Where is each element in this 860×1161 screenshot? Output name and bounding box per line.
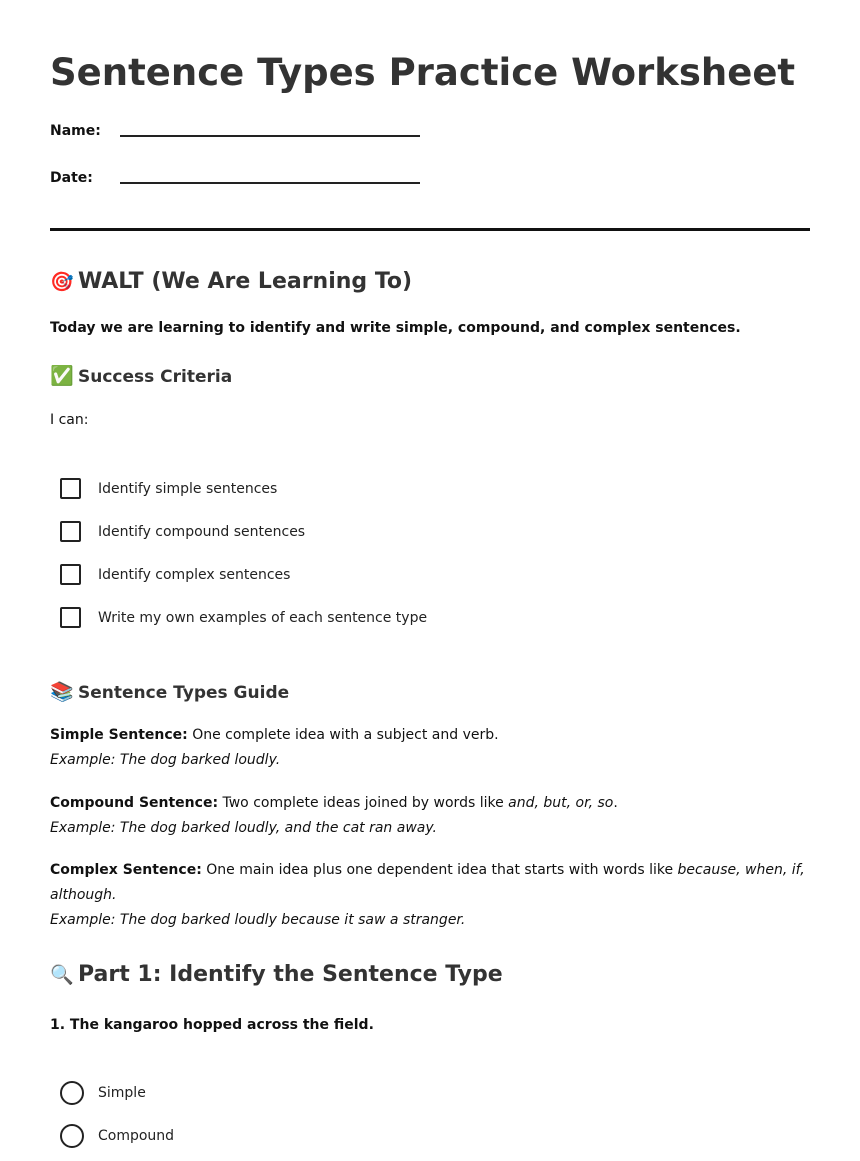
option-label: Simple [98,1085,146,1101]
name-field-row [50,121,450,151]
checklist-item[interactable] [60,607,660,633]
checklist-item[interactable] [60,478,660,504]
part1-heading [50,960,503,990]
date-field-row [50,168,450,198]
checklist-item[interactable] [60,521,660,547]
guide-heading-text: Sentence Types Guide [78,683,290,703]
simple-example: Example: The dog barked loudly. [50,752,281,768]
option-simple[interactable] [60,1081,660,1107]
simple-term: Simple Sentence: [50,727,188,743]
magnifying-glass-icon: 🔍 [50,964,74,986]
name-line[interactable] [120,135,420,137]
checklist-item-label: Write my own examples of each sentence type [98,610,428,626]
checklist-item[interactable] [60,564,660,590]
date-label: Date: [50,170,93,186]
simple-definition: One complete idea with a subject and verb. [187,727,499,743]
complex-sentence-definition [50,858,810,933]
success-intro: I can: [50,412,89,428]
complex-definition: One main idea plus one dependent idea that starts with words like [201,862,678,878]
question-1: 1. The kangaroo hopped across the field. [50,1017,374,1033]
compound-example: Example: The dog barked loudly, and the cat ran away. [50,820,438,836]
option-compound[interactable] [60,1124,660,1150]
walt-heading-text: WALT (We Are Learning To) [78,269,413,294]
complex-keywords: because, when, if, although [50,862,805,903]
guide-heading [50,680,289,705]
radio-button[interactable] [60,1124,84,1148]
target-icon: 🎯 [50,271,74,293]
compound-keywords: and, but, or, so [508,795,614,811]
checklist-item-label: Identify simple sentences [98,481,278,497]
compound-definition-end: . [613,795,618,811]
compound-definition: Two complete ideas joined by words like [218,795,509,811]
option-label: Compound [98,1128,175,1144]
compound-sentence-definition [50,791,810,841]
radio-button[interactable] [60,1081,84,1105]
checklist-item-label: Identify complex sentences [98,567,291,583]
page-title: Sentence Types Practice Worksheet [50,51,796,94]
checkbox[interactable] [60,521,81,542]
simple-sentence-definition [50,723,810,773]
compound-term: Compound Sentence: [50,795,219,811]
checklist-item-label: Identify compound sentences [98,524,306,540]
books-icon: 📚 [50,681,74,703]
success-criteria-heading [50,364,232,389]
part1-heading-text: Part 1: Identify the Sentence Type [78,962,503,987]
complex-example: Example: The dog barked loudly because it saw a stranger. [50,912,466,928]
checkbox[interactable] [60,478,81,499]
date-line[interactable] [120,182,420,184]
check-mark-icon: ✅ [50,365,74,387]
header-divider [50,228,810,231]
name-label: Name: [50,123,101,139]
success-criteria-heading-text: Success Criteria [78,367,233,387]
complex-definition-end: . [112,887,117,903]
checkbox[interactable] [60,564,81,585]
complex-term: Complex Sentence: [50,862,202,878]
walt-statement: Today we are learning to identify and write simple, compound, and complex sentences. [50,320,741,336]
checkbox[interactable] [60,607,81,628]
walt-heading [50,267,412,297]
